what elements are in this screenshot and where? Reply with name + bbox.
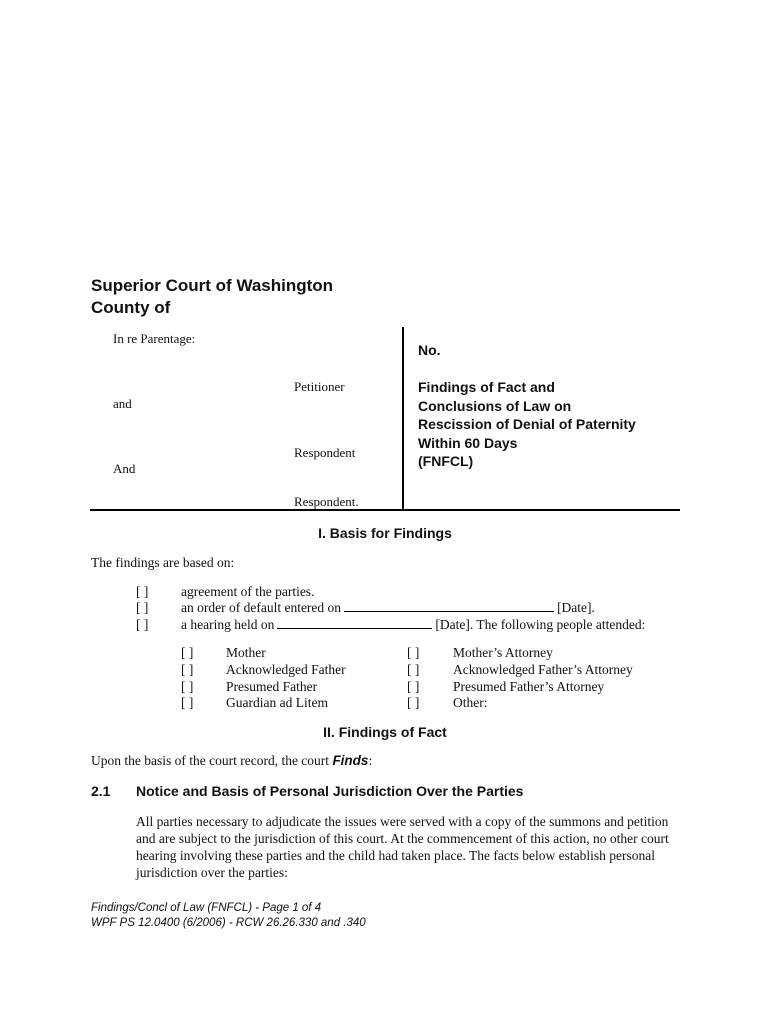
checkbox-guardian[interactable]: [ ] xyxy=(181,695,194,710)
option-default-order-text: an order of default entered on xyxy=(181,600,342,615)
caption-horizontal-divider xyxy=(90,509,680,511)
subsection-heading: Notice and Basis of Personal Jurisdiction Over the Parties xyxy=(136,783,524,799)
county-label: County of xyxy=(91,298,171,317)
checkbox-other[interactable]: [ ] xyxy=(407,695,420,710)
respondent-label-2: Respondent. xyxy=(294,494,359,509)
checkbox-presumed-father[interactable]: [ ] xyxy=(181,679,194,694)
checkbox-presumed-father-attorney[interactable]: [ ] xyxy=(407,679,420,694)
respondent-label: Respondent xyxy=(294,445,356,460)
in-re-label: In re Parentage: xyxy=(113,331,196,346)
intro-text: Upon the basis of the court record, the court xyxy=(91,753,330,768)
case-number-label: No. xyxy=(418,342,441,358)
hearing-date-blank[interactable] xyxy=(277,617,432,629)
checkbox-acknowledged-father[interactable]: [ ] xyxy=(181,662,194,677)
findings-of-fact-intro xyxy=(91,753,372,769)
footer-line-1: Findings/Concl of Law (FNFCL) - Page 1 of 4 xyxy=(91,902,322,914)
and-label-1: and xyxy=(113,396,132,411)
attendee-guardian: Guardian ad Litem xyxy=(226,695,328,710)
checkbox-agreement[interactable]: [ ] xyxy=(136,584,149,599)
attendee-mother: Mother xyxy=(226,645,266,660)
caption-vertical-divider xyxy=(402,327,404,511)
checkbox-default-order[interactable]: [ ] xyxy=(136,600,149,615)
attendee-acknowledged-father: Acknowledged Father xyxy=(226,662,346,677)
title-line: Findings of Fact and xyxy=(418,379,555,395)
attendee-presumed-father-attorney: Presumed Father’s Attorney xyxy=(453,679,605,694)
attendee-presumed-father: Presumed Father xyxy=(226,679,318,694)
title-line: (FNFCL) xyxy=(418,453,474,469)
section-2-heading: II. Findings of Fact xyxy=(323,724,447,740)
option-hearing-text: a hearing held on xyxy=(181,617,275,632)
and-label-2: And xyxy=(113,461,136,476)
date-label: [Date]. xyxy=(557,600,595,615)
option-hearing xyxy=(181,617,645,633)
checkbox-ack-father-attorney[interactable]: [ ] xyxy=(407,662,420,677)
intro-colon: : xyxy=(368,753,373,768)
subsection-number: 2.1 xyxy=(91,783,111,799)
attendee-other: Other: xyxy=(453,695,488,710)
default-date-blank[interactable] xyxy=(344,600,554,612)
checkbox-hearing[interactable]: [ ] xyxy=(136,617,149,632)
footer-line-2: WPF PS 12.0400 (6/2006) - RCW 26.26.330 and .340 xyxy=(91,917,366,929)
checkbox-mother[interactable]: [ ] xyxy=(181,645,194,660)
option-agreement: agreement of the parties. xyxy=(181,584,315,599)
finds-emphasis: Finds xyxy=(332,753,369,768)
hearing-date-label: [Date]. The following people attended: xyxy=(435,617,646,632)
title-line: Conclusions of Law on xyxy=(418,397,572,414)
findings-intro: The findings are based on: xyxy=(91,555,235,570)
checkbox-mothers-attorney[interactable]: [ ] xyxy=(407,645,420,660)
jurisdiction-paragraph: All parties necessary to adjudicate the issues were served with a copy of the summons and petition and are subject to the jurisdiction of this court. At the commencement of this action, no other court hearing involving these parties and the child had taken place. The facts below establish personal jurisdiction over the parties: xyxy=(136,814,669,880)
attendee-ack-father-attorney: Acknowledged Father’s Attorney xyxy=(453,662,633,677)
attendee-mothers-attorney: Mother’s Attorney xyxy=(453,645,553,660)
option-default-order xyxy=(181,600,595,616)
petitioner-label: Petitioner xyxy=(294,379,345,394)
section-1-heading: I. Basis for Findings xyxy=(318,525,452,541)
document-title xyxy=(418,378,636,471)
court-name: Superior Court of Washington xyxy=(91,276,334,295)
title-line: Rescission of Denial of Paternity xyxy=(418,416,636,432)
title-line: Within 60 Days xyxy=(418,434,518,451)
